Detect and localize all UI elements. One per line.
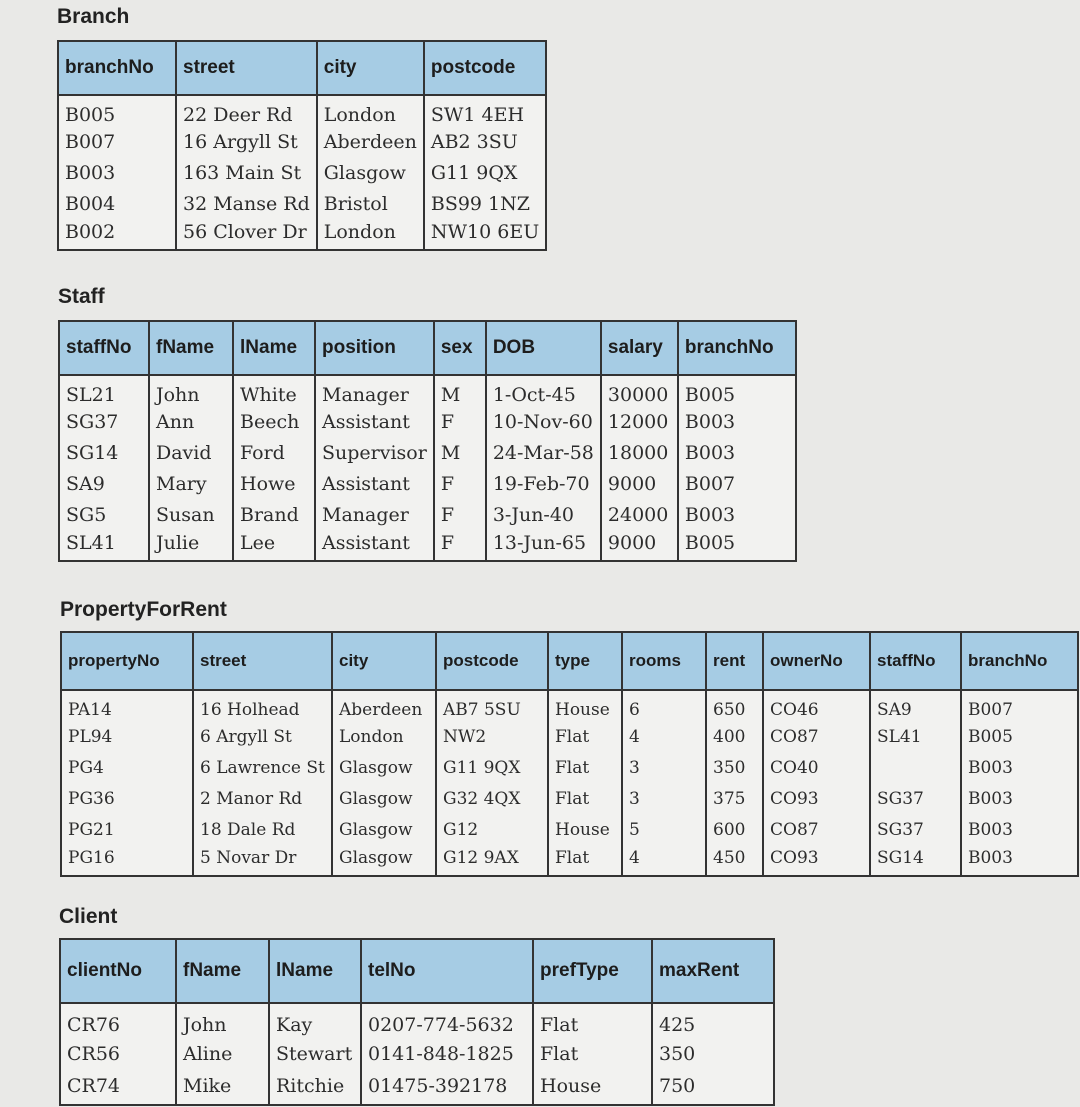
property-header-rent: rent: [706, 632, 763, 690]
property-cell-property-no: PG36: [61, 783, 193, 814]
branch-cell-postcode: BS99 1NZ: [424, 188, 546, 219]
property-cell-postcode: G12: [436, 814, 548, 845]
property-cell-rooms: 3: [622, 783, 706, 814]
staff-cell-branch-no: B003: [678, 406, 796, 437]
staff-cell-dob: 24-Mar-58: [486, 437, 601, 468]
client-table: [59, 938, 775, 1106]
branch-cell-postcode: G11 9QX: [424, 157, 546, 188]
staff-header-salary: salary: [601, 321, 678, 375]
property-cell-branch-no: B003: [961, 752, 1078, 783]
staff-cell-l-name: Howe: [233, 468, 315, 499]
property-header-owner-no: ownerNo: [763, 632, 870, 690]
branch-table: [57, 40, 547, 251]
property-cell-type: Flat: [548, 845, 622, 876]
property-cell-staff-no: SL41: [870, 721, 961, 752]
property-row: [61, 721, 1078, 752]
branch-cell-city: Aberdeen: [317, 126, 424, 157]
branch-cell-postcode: SW1 4EH: [424, 95, 546, 126]
property-cell-city: Glasgow: [332, 814, 436, 845]
staff-cell-salary: 12000: [601, 406, 678, 437]
staff-row: [59, 406, 796, 437]
property-cell-rent: 375: [706, 783, 763, 814]
property-cell-rooms: 4: [622, 721, 706, 752]
staff-cell-staff-no: SA9: [59, 468, 149, 499]
property-cell-type: House: [548, 690, 622, 721]
staff-cell-f-name: Mary: [149, 468, 233, 499]
staff-cell-branch-no: B003: [678, 437, 796, 468]
client-header-pref-type: prefType: [533, 939, 652, 1003]
branch-header-city: city: [317, 41, 424, 95]
property-cell-staff-no: SA9: [870, 690, 961, 721]
staff-cell-l-name: Brand: [233, 499, 315, 530]
staff-cell-l-name: Ford: [233, 437, 315, 468]
property-row: [61, 845, 1078, 876]
property-cell-postcode: G11 9QX: [436, 752, 548, 783]
property-cell-street: 2 Manor Rd: [193, 783, 332, 814]
client-cell-max-rent: 350: [652, 1037, 774, 1071]
property-cell-property-no: PG4: [61, 752, 193, 783]
property-cell-rent: 450: [706, 845, 763, 876]
property-cell-branch-no: B007: [961, 690, 1078, 721]
client-table-clip: [0, 938, 1080, 1107]
property-cell-property-no: PL94: [61, 721, 193, 752]
staff-row: [59, 468, 796, 499]
client-cell-max-rent: 425: [652, 1003, 774, 1037]
client-row: [60, 1071, 774, 1105]
client-cell-pref-type: House: [533, 1071, 652, 1105]
client-cell-tel-no: 0207-774-5632: [361, 1003, 533, 1037]
client-header-f-name: fName: [176, 939, 269, 1003]
staff-cell-sex: M: [434, 375, 486, 406]
branch-header-postcode: postcode: [424, 41, 546, 95]
property-cell-city: Glasgow: [332, 783, 436, 814]
staff-cell-sex: F: [434, 406, 486, 437]
property-cell-street: 16 Holhead: [193, 690, 332, 721]
property-cell-owner-no: CO93: [763, 845, 870, 876]
client-cell-f-name: John: [176, 1003, 269, 1037]
staff-cell-dob: 19-Feb-70: [486, 468, 601, 499]
property-cell-rent: 400: [706, 721, 763, 752]
branch-cell-city: London: [317, 95, 424, 126]
property-header-street: street: [193, 632, 332, 690]
property-cell-owner-no: CO87: [763, 814, 870, 845]
staff-cell-f-name: Julie: [149, 530, 233, 561]
branch-row: [58, 219, 546, 250]
property-title: PropertyForRent: [60, 598, 227, 621]
property-cell-city: London: [332, 721, 436, 752]
staff-cell-dob: 3-Jun-40: [486, 499, 601, 530]
staff-cell-position: Assistant: [315, 406, 434, 437]
client-cell-tel-no: 01475-392178: [361, 1071, 533, 1105]
property-cell-city: Glasgow: [332, 752, 436, 783]
property-cell-rooms: 5: [622, 814, 706, 845]
property-header-branch-no: branchNo: [961, 632, 1078, 690]
property-cell-rent: 350: [706, 752, 763, 783]
client-header-l-name: lName: [269, 939, 361, 1003]
branch-cell-branch-no: B005: [58, 95, 176, 126]
branch-cell-street: 56 Clover Dr: [176, 219, 317, 250]
staff-cell-salary: 24000: [601, 499, 678, 530]
staff-cell-l-name: Lee: [233, 530, 315, 561]
staff-cell-branch-no: B007: [678, 468, 796, 499]
client-cell-f-name: Aline: [176, 1037, 269, 1071]
branch-cell-city: Glasgow: [317, 157, 424, 188]
property-cell-property-no: PG16: [61, 845, 193, 876]
branch-cell-city: London: [317, 219, 424, 250]
client-cell-pref-type: Flat: [533, 1037, 652, 1071]
client-cell-client-no: CR74: [60, 1071, 176, 1105]
client-row: [60, 1003, 774, 1037]
staff-row: [59, 499, 796, 530]
staff-header-l-name: lName: [233, 321, 315, 375]
client-cell-client-no: CR56: [60, 1037, 176, 1071]
property-header-type: type: [548, 632, 622, 690]
property-cell-postcode: NW2: [436, 721, 548, 752]
property-row: [61, 814, 1078, 845]
property-cell-owner-no: CO40: [763, 752, 870, 783]
staff-header-f-name: fName: [149, 321, 233, 375]
staff-cell-staff-no: SL41: [59, 530, 149, 561]
staff-header-staff-no: staffNo: [59, 321, 149, 375]
client-header-tel-no: telNo: [361, 939, 533, 1003]
staff-row: [59, 375, 796, 406]
property-cell-property-no: PG21: [61, 814, 193, 845]
property-row: [61, 752, 1078, 783]
client-header-client-no: clientNo: [60, 939, 176, 1003]
client-cell-max-rent: 750: [652, 1071, 774, 1105]
staff-cell-staff-no: SG37: [59, 406, 149, 437]
property-header-property-no: propertyNo: [61, 632, 193, 690]
staff-cell-f-name: David: [149, 437, 233, 468]
client-title: Client: [59, 905, 118, 928]
branch-header-branch-no: branchNo: [58, 41, 176, 95]
staff-cell-staff-no: SG14: [59, 437, 149, 468]
property-cell-staff-no: SG37: [870, 783, 961, 814]
property-header-staff-no: staffNo: [870, 632, 961, 690]
staff-cell-l-name: Beech: [233, 406, 315, 437]
staff-cell-f-name: John: [149, 375, 233, 406]
client-cell-pref-type: Flat: [533, 1003, 652, 1037]
property-cell-street: 18 Dale Rd: [193, 814, 332, 845]
staff-cell-branch-no: B003: [678, 499, 796, 530]
property-row: [61, 690, 1078, 721]
staff-header-position: position: [315, 321, 434, 375]
staff-cell-dob: 13-Jun-65: [486, 530, 601, 561]
staff-cell-branch-no: B005: [678, 530, 796, 561]
staff-cell-dob: 1-Oct-45: [486, 375, 601, 406]
property-cell-rooms: 3: [622, 752, 706, 783]
property-cell-owner-no: CO87: [763, 721, 870, 752]
branch-header-street: street: [176, 41, 317, 95]
staff-cell-position: Assistant: [315, 468, 434, 499]
branch-title: Branch: [57, 5, 130, 28]
property-cell-postcode: G12 9AX: [436, 845, 548, 876]
property-cell-rooms: 6: [622, 690, 706, 721]
staff-cell-sex: F: [434, 468, 486, 499]
branch-cell-postcode: AB2 3SU: [424, 126, 546, 157]
property-cell-rent: 650: [706, 690, 763, 721]
property-cell-staff-no: [870, 752, 961, 783]
property-cell-owner-no: CO46: [763, 690, 870, 721]
staff-cell-salary: 9000: [601, 530, 678, 561]
staff-cell-f-name: Ann: [149, 406, 233, 437]
staff-cell-staff-no: SL21: [59, 375, 149, 406]
staff-cell-l-name: White: [233, 375, 315, 406]
property-cell-branch-no: B005: [961, 721, 1078, 752]
branch-cell-postcode: NW10 6EU: [424, 219, 546, 250]
staff-row: [59, 530, 796, 561]
staff-cell-salary: 30000: [601, 375, 678, 406]
property-cell-rent: 600: [706, 814, 763, 845]
staff-cell-branch-no: B005: [678, 375, 796, 406]
property-cell-postcode: G32 4QX: [436, 783, 548, 814]
staff-cell-f-name: Susan: [149, 499, 233, 530]
property-cell-city: Glasgow: [332, 845, 436, 876]
property-cell-type: House: [548, 814, 622, 845]
client-cell-l-name: Stewart: [269, 1037, 361, 1071]
property-header-city: city: [332, 632, 436, 690]
property-row: [61, 783, 1078, 814]
client-cell-l-name: Ritchie: [269, 1071, 361, 1105]
branch-cell-city: Bristol: [317, 188, 424, 219]
property-table: [60, 631, 1079, 877]
property-header-postcode: postcode: [436, 632, 548, 690]
property-cell-branch-no: B003: [961, 845, 1078, 876]
branch-row: [58, 157, 546, 188]
staff-cell-staff-no: SG5: [59, 499, 149, 530]
client-cell-l-name: Kay: [269, 1003, 361, 1037]
staff-title: Staff: [58, 285, 105, 308]
staff-cell-sex: M: [434, 437, 486, 468]
property-cell-type: Flat: [548, 721, 622, 752]
client-cell-client-no: CR76: [60, 1003, 176, 1037]
branch-row: [58, 95, 546, 126]
property-cell-rooms: 4: [622, 845, 706, 876]
property-cell-postcode: AB7 5SU: [436, 690, 548, 721]
staff-cell-sex: F: [434, 499, 486, 530]
property-cell-owner-no: CO93: [763, 783, 870, 814]
branch-cell-branch-no: B007: [58, 126, 176, 157]
staff-cell-position: Manager: [315, 375, 434, 406]
branch-cell-street: 16 Argyll St: [176, 126, 317, 157]
property-cell-property-no: PA14: [61, 690, 193, 721]
staff-cell-position: Assistant: [315, 530, 434, 561]
branch-row: [58, 126, 546, 157]
branch-cell-branch-no: B003: [58, 157, 176, 188]
client-header-max-rent: maxRent: [652, 939, 774, 1003]
property-cell-city: Aberdeen: [332, 690, 436, 721]
property-cell-staff-no: SG37: [870, 814, 961, 845]
property-cell-branch-no: B003: [961, 814, 1078, 845]
staff-row: [59, 437, 796, 468]
branch-row: [58, 188, 546, 219]
branch-cell-street: 22 Deer Rd: [176, 95, 317, 126]
property-cell-street: 6 Lawrence St: [193, 752, 332, 783]
staff-header-sex: sex: [434, 321, 486, 375]
branch-cell-branch-no: B002: [58, 219, 176, 250]
branch-cell-branch-no: B004: [58, 188, 176, 219]
property-cell-street: 6 Argyll St: [193, 721, 332, 752]
staff-header-branch-no: branchNo: [678, 321, 796, 375]
staff-cell-salary: 9000: [601, 468, 678, 499]
client-cell-f-name: Mike: [176, 1071, 269, 1105]
staff-header-dob: DOB: [486, 321, 601, 375]
property-cell-street: 5 Novar Dr: [193, 845, 332, 876]
property-header-rooms: rooms: [622, 632, 706, 690]
property-cell-type: Flat: [548, 752, 622, 783]
staff-cell-position: Manager: [315, 499, 434, 530]
client-row: [60, 1037, 774, 1071]
property-cell-branch-no: B003: [961, 783, 1078, 814]
branch-cell-street: 32 Manse Rd: [176, 188, 317, 219]
staff-cell-position: Supervisor: [315, 437, 434, 468]
staff-table: [58, 320, 797, 562]
client-cell-tel-no: 0141-848-1825: [361, 1037, 533, 1071]
property-cell-type: Flat: [548, 783, 622, 814]
staff-cell-dob: 10-Nov-60: [486, 406, 601, 437]
staff-cell-sex: F: [434, 530, 486, 561]
branch-cell-street: 163 Main St: [176, 157, 317, 188]
property-cell-staff-no: SG14: [870, 845, 961, 876]
staff-cell-salary: 18000: [601, 437, 678, 468]
